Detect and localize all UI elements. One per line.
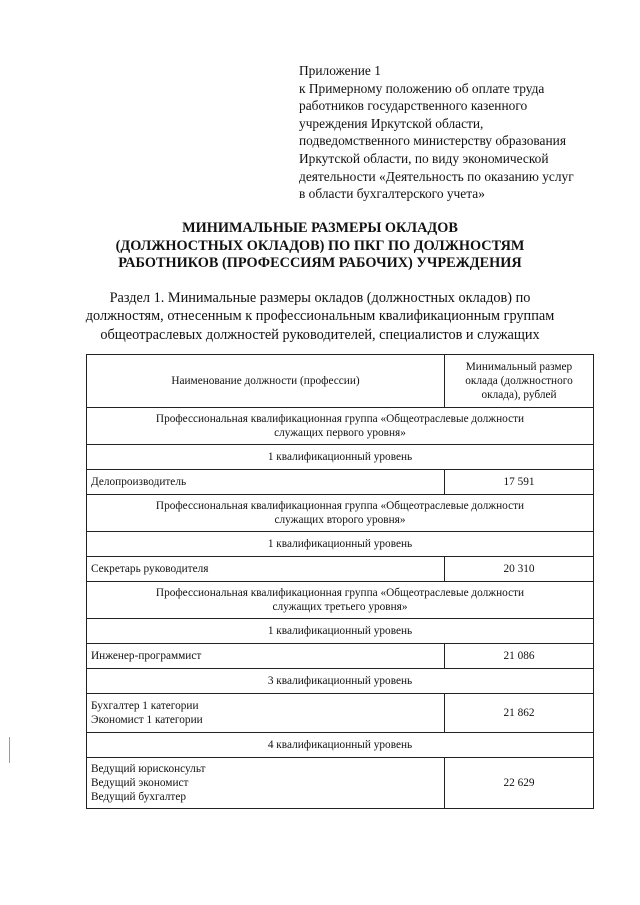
level-row bbox=[87, 532, 594, 557]
document-heading bbox=[60, 220, 580, 273]
salary-table bbox=[86, 354, 594, 809]
appendix-line-7: в области бухгалтерского учета» bbox=[299, 186, 485, 202]
salary-cell: 22 629 bbox=[445, 758, 594, 809]
position-line-1: Бухгалтер 1 категории bbox=[91, 699, 199, 712]
appendix-title: Приложение 1 bbox=[299, 63, 381, 78]
group1-line-2: служащих первого уровня» bbox=[274, 427, 406, 439]
group-row-third-level bbox=[87, 582, 594, 619]
position-cell: Делопроизводитель bbox=[87, 470, 445, 495]
group-row-first-level bbox=[87, 408, 594, 445]
position-line-2: Экономист 1 категории bbox=[91, 714, 203, 726]
level-cell: 3 квалификационный уровень bbox=[87, 669, 594, 694]
position-cell bbox=[87, 758, 445, 809]
group-cell bbox=[87, 582, 594, 619]
table-header-row bbox=[87, 355, 594, 408]
group-cell bbox=[87, 495, 594, 532]
heading-line-1: МИНИМАЛЬНЫЕ РАЗМЕРЫ ОКЛАДОВ bbox=[182, 220, 458, 236]
group1-line-1: Профессиональная квалификационная группа «Общеотраслевые должности bbox=[155, 412, 525, 425]
scan-edge-mark bbox=[9, 737, 10, 763]
header-salary-line-1: Минимальный размер bbox=[465, 360, 573, 373]
level-cell: 1 квалификационный уровень bbox=[87, 445, 594, 470]
section-line-1: Раздел 1. Минимальные размеры окладов (должностных окладов) по bbox=[109, 290, 531, 306]
appendix-line-6: деятельности «Деятельность по оказанию услуг bbox=[299, 168, 574, 184]
position-line-3: Ведущий бухгалтер bbox=[91, 791, 187, 804]
appendix-line-2: работников государственного казенного bbox=[299, 98, 528, 114]
salary-cell: 21 862 bbox=[445, 694, 594, 733]
table-row bbox=[87, 758, 594, 809]
appendix-line-5: Иркутской области, по виду экономической bbox=[299, 150, 549, 166]
section-line-2: должностям, отнесенным к профессиональным квалификационным группам bbox=[85, 308, 555, 325]
table-row bbox=[87, 694, 594, 733]
header-position: Наименование должности (профессии) bbox=[87, 355, 445, 408]
appendix-line-4: подведомственного министерству образования bbox=[299, 133, 566, 149]
position-cell: Инженер-программист bbox=[87, 644, 445, 669]
position-line-1: Ведущий юрисконсульт bbox=[91, 762, 206, 775]
header-salary-line-3: оклада), рублей bbox=[481, 389, 557, 402]
group3-line-1: Профессиональная квалификационная группа «Общеотраслевые должности bbox=[155, 586, 525, 599]
table-row bbox=[87, 644, 594, 669]
appendix-line-1: к Примерному положению об оплате труда bbox=[299, 80, 545, 96]
level-cell: 4 квалификационный уровень bbox=[87, 733, 594, 758]
heading-line-3: РАБОТНИКОВ (ПРОФЕССИЯМ РАБОЧИХ) УЧРЕЖДЕНИЯ bbox=[118, 255, 522, 272]
salary-cell: 17 591 bbox=[445, 470, 594, 495]
group3-line-2: служащих третьего уровня» bbox=[272, 601, 408, 613]
appendix-line-3: учреждения Иркутской области, bbox=[299, 115, 484, 131]
position-cell bbox=[87, 694, 445, 733]
group-row-second-level bbox=[87, 495, 594, 532]
group2-line-1: Профессиональная квалификационная группа «Общеотраслевые должности bbox=[155, 499, 525, 512]
position-line-2: Ведущий экономист bbox=[91, 776, 189, 789]
level-cell: 1 квалификационный уровень bbox=[87, 532, 594, 557]
section-line-3: общеотраслевых должностей руководителей, специалистов и служащих bbox=[100, 326, 540, 343]
header-salary-line-2: оклада (должностного bbox=[465, 374, 573, 387]
header-salary bbox=[445, 355, 594, 408]
level-row bbox=[87, 669, 594, 694]
section-title bbox=[60, 289, 580, 344]
level-cell: 1 квалификационный уровень bbox=[87, 619, 594, 644]
table-row bbox=[87, 557, 594, 582]
level-row bbox=[87, 445, 594, 470]
table-row bbox=[87, 470, 594, 495]
group-cell bbox=[87, 408, 594, 445]
salary-cell: 20 310 bbox=[445, 557, 594, 582]
group2-line-2: служащих второго уровня» bbox=[274, 514, 406, 526]
appendix-block bbox=[299, 62, 605, 203]
level-row bbox=[87, 733, 594, 758]
position-cell: Секретарь руководителя bbox=[87, 557, 445, 582]
salary-cell: 21 086 bbox=[445, 644, 594, 669]
heading-line-2: (ДОЛЖНОСТНЫХ ОКЛАДОВ) ПО ПКГ ПО ДОЛЖНОСТЯМ bbox=[115, 237, 525, 254]
level-row bbox=[87, 619, 594, 644]
